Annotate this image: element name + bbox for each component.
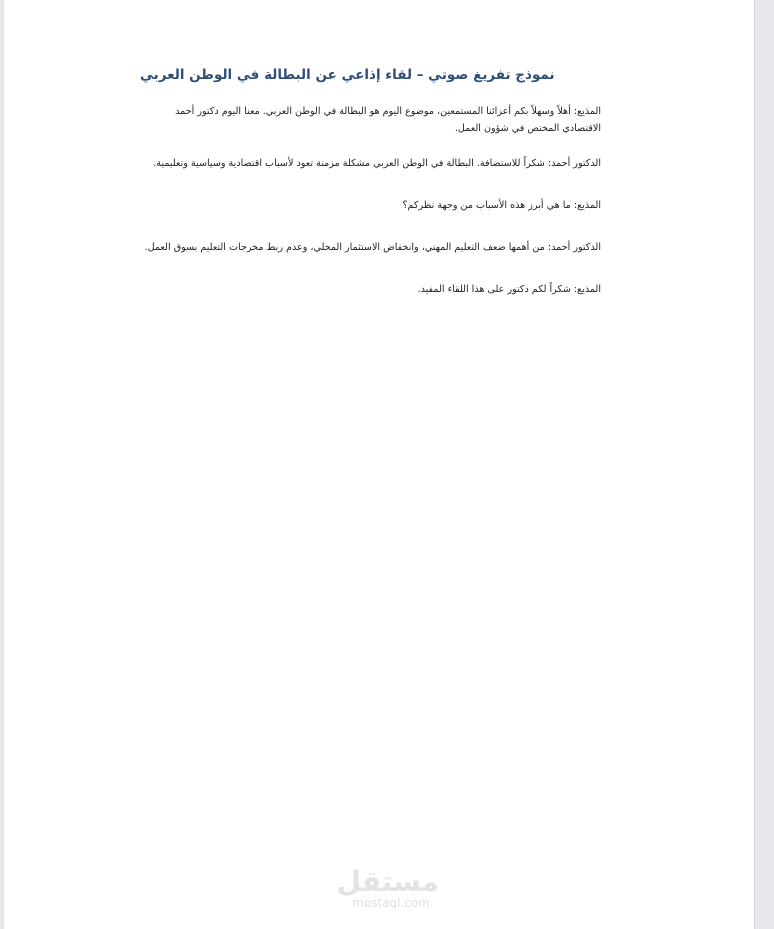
mostaql-watermark (336, 865, 439, 914)
transcript-line-guest-answer: الدكتور أحمد: من أهمها ضعف التعليم المهني، وانخفاض الاستثمار المحلي، وعدم ربط مخرجات التعليم بسوق العمل. (144, 242, 601, 253)
transcript-line-host-intro: المذيع: أهلاً وسهلاً بكم أعزائنا المستمعين، موضوع اليوم هو البطالة في الوطن العربي. معنا اليوم دكتور أحمد الاقتصادي المختص في شؤون العمل. (175, 106, 601, 134)
watermark-logo: مستقل (336, 865, 439, 898)
transcript-line-host-closing: المذيع: شكراً لكم دكتور على هذا اللقاء المفيد. (417, 284, 601, 295)
transcript (137, 103, 601, 298)
watermark-url: mostaql.com (352, 896, 430, 910)
document-content (137, 64, 601, 323)
transcript-line-host-question: المذيع: ما هي أبرز هذه الأسباب من وجهة نظركم؟ (402, 200, 601, 211)
document-page (4, 0, 755, 929)
document-title: نموذج تفريغ صوتي – لقاء إذاعي عن البطالة في الوطن العربي (140, 67, 555, 83)
transcript-line-guest-reply: الدكتور أحمد: شكراً للاستضافة. البطالة في الوطن العربي مشكلة مزمنة تعود لأسباب اقتصادية وسياسية وتعليمية. (153, 158, 601, 169)
